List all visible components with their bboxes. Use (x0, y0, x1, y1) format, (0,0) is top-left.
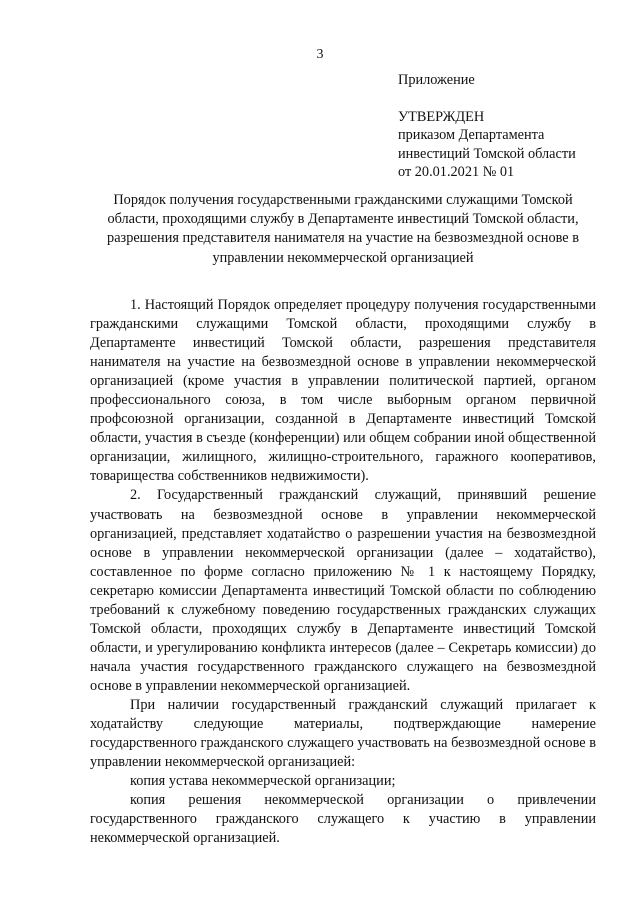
approval-order-line: приказом Департамента (398, 127, 545, 143)
appendix-label: Приложение (398, 72, 475, 88)
paragraph-4: копия устава некоммерческой организации; (130, 773, 396, 790)
document-body (90, 296, 596, 848)
approved-label: УТВЕРЖДЕН (398, 108, 485, 125)
approval-department-line: инвестиций Томской области (398, 145, 576, 162)
paragraph-2: 2. Государственный гражданский служащий, принявший решение участвовать на безвозмездной основе в управлении некоммерческой организацией, представляет ходатайство о разрешении участия на безвозмездной основе в управлении некоммерческой организации (далее – ходатайство), составленное по форме согласно приложению № 1 к настоящему Порядку, секретарю комиссии Департамента инвестиций Томской области по соблюдению требований к служебному поведению государственных гражданских служащих Томской области, проходящих службу в Департаменте инвестиций Томской области, и урегулированию конфликта интересов (далее – Секретарь комиссии) до начала участия государственного гражданского служащего на безвозмездной основе в управлении некоммерческой организацией. (90, 487, 596, 694)
approval-block (398, 71, 576, 182)
paragraph-5: копия решения некоммерческой организации о привлечении государственного гражданского служащего к участию в управлении некоммерческой организацией. (90, 792, 596, 847)
approval-spacer (398, 90, 576, 108)
approval-date-line: от 20.01.2021 № 01 (398, 164, 515, 180)
document-title: Порядок получения государственными гражданскими служащими Томской области, проходящими службу в Департаменте инвестиций Томской области, разрешения представителя нанимателя на участие на безвозмездной основе в управлении некоммерческой организацией (107, 192, 579, 266)
page-number: 3 (316, 47, 324, 62)
paragraph-1: 1. Настоящий Порядок определяет процедуру получения государственными гражданскими служащими Томской области, проходящими службу в Департаменте инвестиций Томской области, разрешения представителя нанимателя на участие на безвозмездной основе в управлении некоммерческой организацией (кроме участия в управлении политической партией, органом профессионального союза, в том числе выборным органом первичной профсоюзной организации, созданной в Департаменте инвестиций Томской области, участия в съезде (конференции) или общем собрании иной общественной организации, жилищного, жилищно-строительного, гаражного кооперативов, товарищества собственников недвижимости). (90, 297, 596, 485)
paragraph-3: При наличии государственный гражданский служащий прилагает к ходатайству следующие материалы, подтверждающие намерение государственного гражданского служащего участвовать на безвозмездной основе в управлении некоммерческой организацией: (90, 696, 596, 771)
